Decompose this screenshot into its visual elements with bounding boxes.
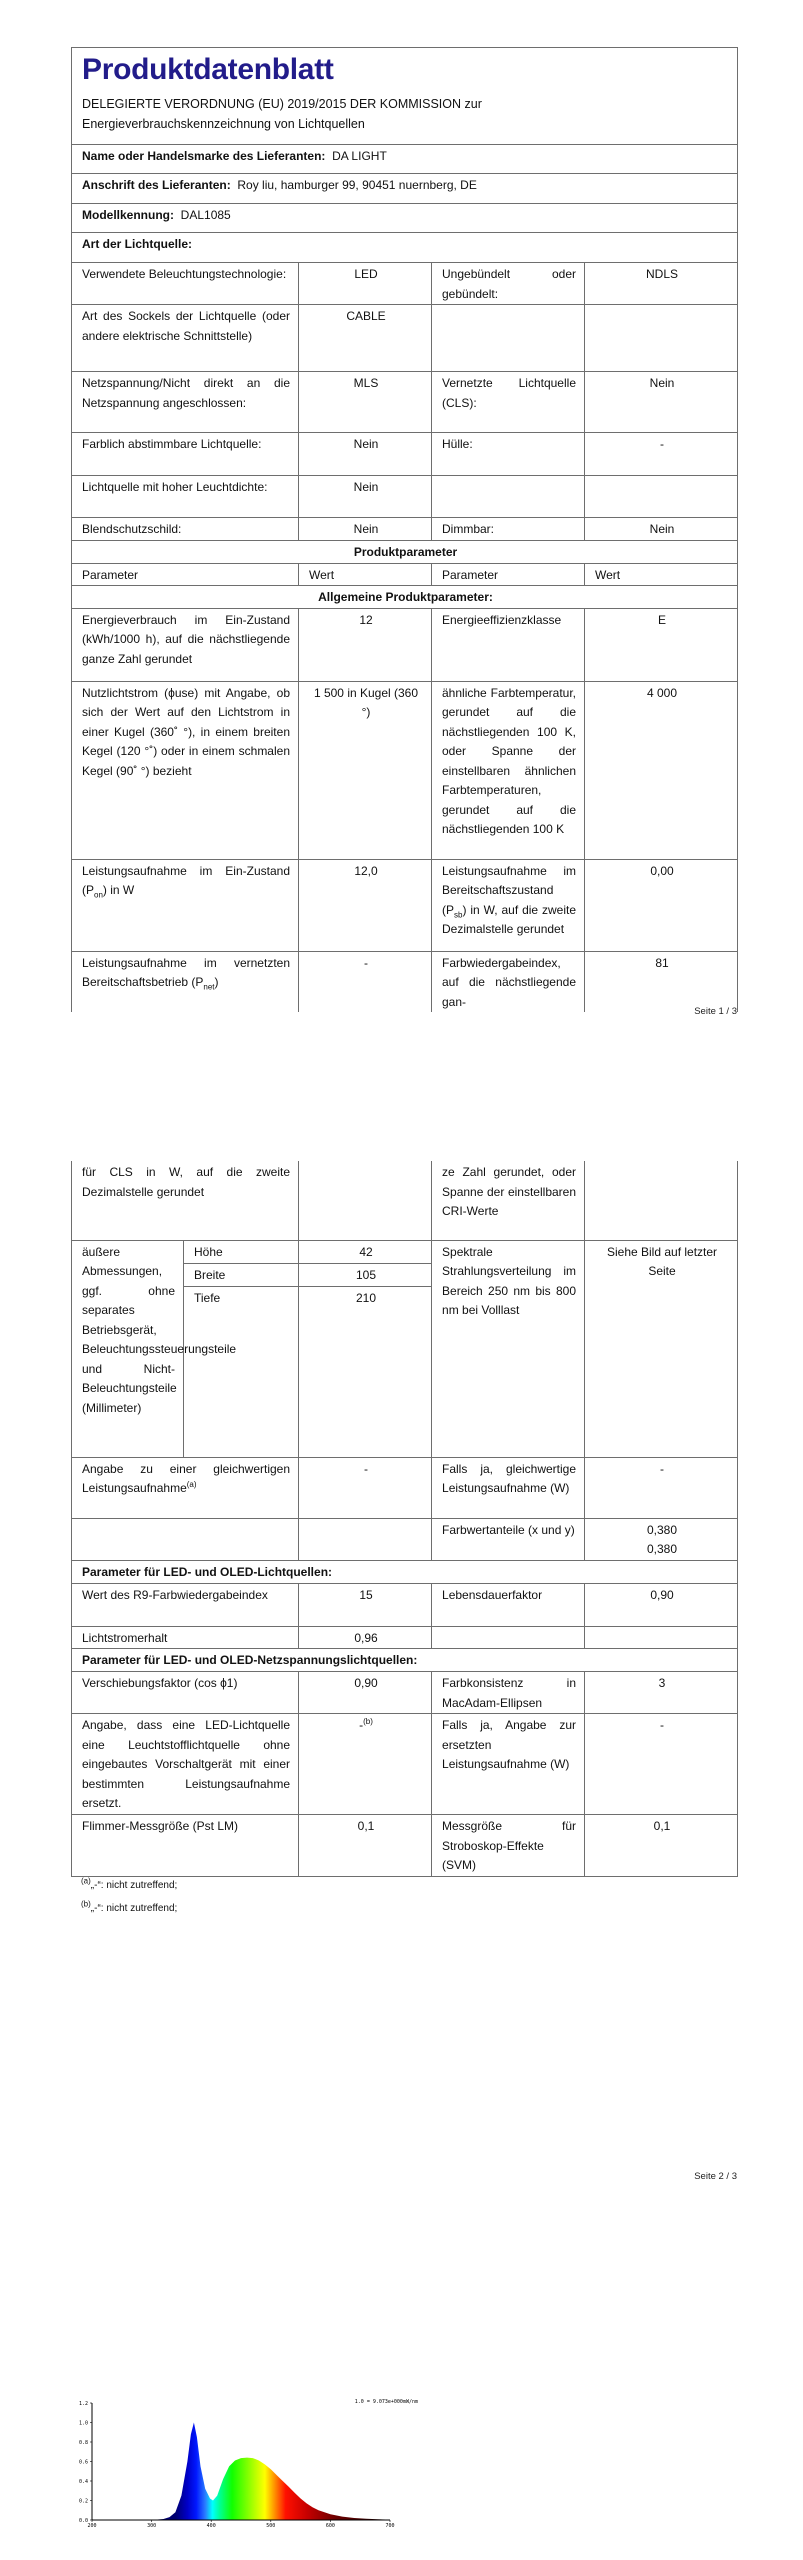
labeled-field [72, 145, 738, 174]
page-number: Seite 2 / 3 [694, 2171, 737, 2182]
text-segment: Leistungsaufnahme im Bereitschaftszustand (P [442, 863, 576, 917]
field-label: Anschrift des Lieferanten: [82, 178, 231, 192]
parameter-label: Energieverbrauch im Ein-Zustand (kWh/1000 h), auf die nächstliegende ganze Zahl gerundet [72, 608, 299, 681]
section-heading: Art der Lichtquelle: [72, 233, 738, 263]
parameter-label: Dimmbar: [432, 518, 585, 541]
x-tick-label: 600 [325, 2523, 335, 2529]
parameter-label: Lebensdauerfaktor [432, 1583, 585, 1626]
section-heading: Parameter für LED- und OLED-Lichtquellen: [72, 1560, 738, 1583]
y-tick-label: 1.0 [78, 2420, 88, 2427]
regulation-subtitle: DELEGIERTE VERORDNUNG (EU) 2019/2015 DER KOMMISSION zur Energieverbrauchskennzeichnung von Lichtquellen [82, 97, 482, 131]
table-row [72, 1649, 738, 1672]
page-number: Seite 1 / 3 [694, 1006, 737, 1017]
parameter-label: Art des Sockels der Lichtquelle (oder andere elektrische Schnittstelle) [72, 305, 299, 372]
spectral-distribution-chart [40, 2395, 420, 2540]
table-row [72, 681, 738, 859]
parameter-value: 12 [299, 608, 432, 681]
parameter-label [432, 1626, 585, 1649]
spectrum-area [92, 2423, 390, 2521]
parameter-label: Netzspannung/Nicht direkt an die Netzspannung angeschlossen: [72, 372, 299, 433]
table-row [72, 518, 738, 541]
parameter-label [72, 859, 299, 951]
table-row [72, 1815, 738, 1877]
parameter-label [72, 1518, 299, 1560]
parameter-value: - [585, 1714, 738, 1815]
y-tick-label: 0.6 [78, 2459, 88, 2466]
table-row [72, 1457, 738, 1518]
parameter-label [72, 951, 299, 1012]
parameter-value: E [585, 608, 738, 681]
parameter-label: Lichtquelle mit hoher Leuchtdichte: [72, 476, 299, 518]
parameter-value: - [299, 1457, 432, 1518]
y-tick-label: 0.2 [78, 2498, 88, 2505]
parameter-label [432, 476, 585, 518]
parameter-value: 0,90 [585, 1583, 738, 1626]
table-row [72, 174, 738, 204]
parameter-value [585, 305, 738, 372]
x-tick-label: 300 [147, 2523, 157, 2529]
parameter-label: Messgröße für Stroboskop-Effekte (SVM) [432, 1815, 585, 1877]
parameter-label: Ungebündelt oder gebündelt: [432, 263, 585, 305]
parameter-value: Nein [299, 518, 432, 541]
footnote-mark: (b) [81, 1899, 91, 1909]
table-row [72, 233, 738, 263]
subscript: sb [454, 909, 463, 919]
table-row [72, 951, 738, 1012]
text-segment: ) in W [102, 883, 135, 897]
dimension-value: 42 [299, 1240, 432, 1263]
parameter-value: MLS [299, 372, 432, 433]
parameter-label: Spektrale Strahlungsverteilung im Bereich 250 nm bis 800 nm bei Volllast [432, 1240, 585, 1457]
parameter-label: Energieeffizienzklasse [432, 608, 585, 681]
parameter-label: Farbkonsistenz in MacAdam-Ellipsen [432, 1672, 585, 1714]
parameter-value: 0,90 [299, 1672, 432, 1714]
parameter-label: Flimmer-Messgröße (Pst LM) [72, 1815, 299, 1877]
parameter-label [432, 305, 585, 372]
dimension-value: 105 [299, 1263, 432, 1286]
table-row [72, 433, 738, 476]
table-row [72, 305, 738, 372]
parameter-label: Angabe, dass eine LED-Lichtquelle eine Leuchtstofflichtquelle ohne eingebautes Vorschaltgerät mit einer bestimmten Leistungsaufnahme ersetzt. [72, 1714, 299, 1815]
parameter-label: Farbwertanteile (x und y) [432, 1518, 585, 1560]
field-label: Modellkennung: [82, 208, 174, 222]
column-header: Parameter [432, 563, 585, 586]
parameter-value [299, 1518, 432, 1560]
parameter-label: Vernetzte Lichtquelle (CLS): [432, 372, 585, 433]
text-segment: Angabe zu einer gleichwertigen Leistungsaufnahme [82, 1461, 291, 1495]
subscript: on [94, 890, 103, 900]
superscript: (b) [363, 1717, 373, 1726]
parameter-value: 0,1 [299, 1815, 432, 1877]
parameter-value: - [585, 433, 738, 476]
product-datasheet-table-page-2 [71, 1161, 738, 1877]
parameter-label: Blendschutzschild: [72, 518, 299, 541]
parameter-label [72, 1457, 299, 1518]
footnote-mark: (a) [81, 1876, 91, 1886]
table-row [72, 1714, 738, 1815]
section-heading: Allgemeine Produktparameter: [72, 586, 738, 609]
parameter-label: für CLS in W, auf die zweite Dezimalstelle gerundet [72, 1161, 299, 1240]
parameter-value [299, 1161, 432, 1240]
parameter-label: Hülle: [432, 433, 585, 476]
parameter-label: Farbwiedergabeindex, auf die nächstliegende gan- [432, 951, 585, 1012]
y-tick-label: 0.4 [78, 2478, 88, 2485]
table-row [72, 586, 738, 609]
parameter-label: Verschiebungsfaktor (cos ϕ1) [72, 1672, 299, 1714]
chart-scale-note: 1.0 = 9.073e+000mW/nm [354, 2399, 418, 2405]
parameter-value: 3 [585, 1672, 738, 1714]
table-row [72, 1626, 738, 1649]
header-cell [72, 48, 738, 145]
y-tick-label: 1.2 [78, 2400, 88, 2407]
parameter-label: Lichtstromerhalt [72, 1626, 299, 1649]
column-header: Parameter [72, 563, 299, 586]
parameter-value: - [299, 951, 432, 1012]
table-row [72, 541, 738, 564]
parameter-label: Farblich abstimmbare Lichtquelle: [72, 433, 299, 476]
parameter-label: ähnliche Farbtemperatur, gerundet auf die nächstliegenden 100 K, oder Spanne der einstellbaren ähnlichen Farbtemperaturen, gerundet auf die nächstliegenden 100 K [432, 681, 585, 859]
parameter-value [585, 476, 738, 518]
page-title: Produktdatenblatt [82, 53, 334, 86]
dimension-name: Höhe [184, 1240, 299, 1263]
parameter-value: NDLS [585, 263, 738, 305]
dimensions-label: äußere Abmessungen, ggf. ohne separates Betriebsgerät, Beleuchtungssteuerungsteile und Nicht-Beleuchtungsteile (Millimeter) [72, 1240, 184, 1457]
text-segment: ) in W, auf die zweite Dezimalstelle gerundet [442, 902, 576, 936]
parameter-label: Falls ja, Angabe zur ersetzten Leistungsaufnahme (W) [432, 1714, 585, 1815]
dimension-name: Tiefe [184, 1286, 299, 1457]
section-heading: Produktparameter [72, 541, 738, 564]
product-datasheet-table-page-1 [71, 47, 738, 1012]
footnote-text: „-“: nicht zutreffend; [90, 1880, 178, 1891]
text-segment: Leistungsaufnahme im Ein-Zustand (P [82, 863, 290, 897]
parameter-value: Nein [585, 372, 738, 433]
field-value: DA LIGHT [332, 149, 387, 163]
parameter-value: Nein [585, 518, 738, 541]
parameter-label: Verwendete Beleuchtungstechnologie: [72, 263, 299, 305]
table-row [72, 145, 738, 174]
parameter-value: 81 [585, 951, 738, 1012]
parameter-value: CABLE [299, 305, 432, 372]
parameter-value: 0,1 [585, 1815, 738, 1877]
text-segment: Leistungsaufnahme im vernetzten Bereitschaftsbetrieb (P [82, 955, 290, 989]
table-row [72, 563, 738, 586]
footnote-a [81, 1876, 178, 1891]
section-heading: Parameter für LED- und OLED-Netzspannungslichtquellen: [72, 1649, 738, 1672]
table-row [72, 372, 738, 433]
x-tick-label: 500 [266, 2523, 276, 2529]
parameter-value: 4 000 [585, 681, 738, 859]
parameter-label: Wert des R9-Farbwiedergabeindex [72, 1583, 299, 1626]
parameter-value: 0,96 [299, 1626, 432, 1649]
table-row [72, 1583, 738, 1626]
parameter-value: Nein [299, 433, 432, 476]
subscript: net [203, 982, 215, 992]
parameter-value [299, 1714, 432, 1815]
parameter-value [585, 1161, 738, 1240]
column-header: Wert [299, 563, 432, 586]
column-header: Wert [585, 563, 738, 586]
parameter-value: Nein [299, 476, 432, 518]
field-value: Roy liu, hamburger 99, 90451 nuernberg, DE [237, 178, 477, 192]
parameter-value: 12,0 [299, 859, 432, 951]
table-row [72, 1518, 738, 1560]
field-value: DAL1085 [180, 208, 231, 222]
dimension-name: Breite [184, 1263, 299, 1286]
table-row [72, 1161, 738, 1240]
parameter-value: Siehe Bild auf letzter Seite [585, 1240, 738, 1457]
superscript: (a) [186, 1480, 197, 1489]
y-tick-label: 0.0 [78, 2517, 88, 2524]
parameter-value: 1 500 in Kugel (360 °) [299, 681, 432, 859]
parameter-label: Nutzlichtstrom (ϕuse) mit Angabe, ob sich der Wert auf den Lichtstrom in einer Kugel (360˚ °), in einem breiten Kegel (120 °˚) oder in einem schmalen Kegel (90˚ °) bezieht [72, 681, 299, 859]
parameter-label: ze Zahl gerundet, oder Spanne der einstellbaren CRI-Werte [432, 1161, 585, 1240]
labeled-field [72, 174, 738, 204]
labeled-field [72, 204, 738, 233]
table-row [72, 608, 738, 681]
table-row [72, 1672, 738, 1714]
parameter-value [585, 1626, 738, 1649]
field-label: Name oder Handelsmarke des Lieferanten: [82, 149, 326, 163]
x-tick-label: 700 [385, 2523, 395, 2529]
footnote-text: „-“: nicht zutreffend; [90, 1903, 178, 1914]
table-row [72, 1240, 738, 1263]
header-row [72, 48, 738, 145]
text-segment: ) [214, 975, 219, 989]
table-row [72, 476, 738, 518]
table-row [72, 1560, 738, 1583]
dimension-value: 210 [299, 1286, 432, 1457]
parameter-value: 0,380 0,380 [585, 1518, 738, 1560]
text-segment: - [359, 1718, 364, 1732]
table-row [72, 859, 738, 951]
table-row [72, 204, 738, 233]
parameter-label: Falls ja, gleichwertige Leistungsaufnahme (W) [432, 1457, 585, 1518]
parameter-value: - [585, 1457, 738, 1518]
footnote-b [81, 1899, 178, 1914]
parameter-value: 15 [299, 1583, 432, 1626]
parameter-value: 0,00 [585, 859, 738, 951]
table-row [72, 263, 738, 305]
y-tick-label: 0.8 [78, 2439, 88, 2446]
parameter-label [432, 859, 585, 951]
x-tick-label: 400 [206, 2523, 216, 2529]
x-tick-label: 200 [87, 2523, 97, 2529]
parameter-value: LED [299, 263, 432, 305]
